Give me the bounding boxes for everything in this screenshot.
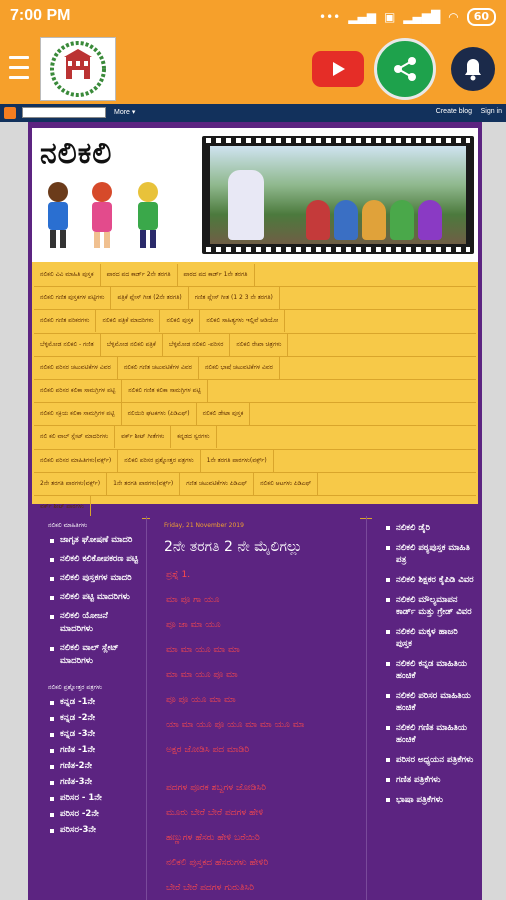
post-line: ನಲಿಕಲಿ ಪುಸ್ತಕದ ಹೆಸರುಗಳು ಹೇಳಿರಿ (166, 858, 269, 868)
post-date: Friday, 21 November 2019 (164, 522, 244, 529)
category-link[interactable]: ನಲಿಕಲಿ ಗಣಿತ ಪರಿಕರಗಳು (34, 310, 96, 332)
teacher-figure (228, 170, 264, 240)
post-line: ಯಾ ಮಾ ಯೂ ಪೂ ಯೂ ಮಾ ಮಾ ಯೂ ಮಾ (166, 720, 305, 730)
category-link[interactable]: ನಲಿ ಕಲಿ ವಾಲ್ ಸ್ಲೇಟ್ ಮಾದರಿಗಳು (34, 426, 115, 448)
signal-icon: ▂▄▆ (348, 10, 376, 24)
notification-button[interactable] (449, 41, 497, 97)
left-sidebar (32, 516, 142, 900)
battery-icon: 60 (467, 8, 496, 26)
header-photo-filmstrip (202, 136, 474, 254)
right-sidebar (372, 516, 476, 900)
category-link[interactable]: ನಲಿಕಲಿ ಸಕ್ರಿಯ ಕಲಿಕಾ ಸಾಮಗ್ರಿಗಳ ಪಟ್ಟಿ (34, 403, 122, 425)
blog-title: ನಲಿಕಲಿ (40, 136, 113, 171)
header-photo (210, 146, 466, 244)
category-nav-panel (32, 262, 478, 510)
page-background-left (0, 122, 28, 900)
post-line: ಮಾ ಮಾ ಯೂ ಪೂ ಮಾ (166, 670, 238, 680)
youtube-button[interactable] (312, 51, 364, 87)
post-line: ಅಕ್ಷರ ಜೋಡಿಸಿ ಪದ ಮಾಡಿರಿ (166, 745, 250, 755)
sidebar-link[interactable]: ಕನ್ನಡ -3ನೇ (50, 728, 142, 741)
post-line: ಪೂ ಪೂ ಯೂ ಮಾ ಮಾ (166, 695, 236, 705)
signal-4g-icon: ▂▄▆█ (403, 10, 441, 24)
category-link[interactable]: ನಲಿಕಲಿ ಪರಿಸರ ಕಲಿಕಾ ಸಾಮಗ್ರಿಗಳ ಪಟ್ಟಿ (34, 380, 122, 402)
blogger-logo-icon[interactable] (4, 107, 16, 119)
sidebar-link[interactable]: ಗಣಿತ-3ನೇ (50, 776, 142, 789)
category-link[interactable]: 1ನೇ ತರಗತಿ ಪಾಠಗಳು(ವರ್ಕ್ಸ್) (107, 473, 180, 495)
wifi-icon: ◠ (448, 10, 459, 24)
sidebar-link[interactable]: ಜಾಗೃತ ಘೋಷಣೆ ಮಾದರಿ (50, 534, 142, 547)
category-link[interactable]: ನಲಿಕಲಿ ರೇಖಾ ಚಿತ್ರಗಳು (230, 334, 288, 356)
more-menu[interactable]: More ▾ (114, 109, 136, 116)
category-link[interactable]: ನಲಿಕಲಿ ಗಣಿತ ಪುಸ್ತಕಗಳ ಪಟ್ಟಿಗಳು (34, 287, 111, 309)
category-link[interactable]: ನಲಿಕಲಿ ಸಾಹಿತ್ಯಗಳು ಇಲ್ಲಿವೆ ಆಡಿಯೋ (200, 310, 285, 332)
category-link[interactable]: ನಲಿಕಲಿ ಪುಸ್ತಕ (160, 310, 200, 332)
status-time: 7:00 PM (10, 7, 71, 24)
category-link[interactable]: ನಲಿಯಿರಿ ಘಟಕಗಳು (ಪಿಡಿಎಫ್) (122, 403, 197, 425)
nav-row (34, 357, 476, 380)
sidebar-list (32, 696, 142, 837)
blogger-navbar (0, 104, 506, 122)
sidebar-link[interactable]: ಗಣಿತ-2ನೇ (50, 760, 142, 773)
sidebar-link[interactable]: ನಲಿಕಲಿ ವಾಲ್ ಸ್ಲೇಟ್ ಮಾದರಿಗಳು (50, 642, 142, 668)
category-link[interactable]: ಬೆಳ್ಳಿಮೋಡ ನಲಿಕಲಿ - ಗಣಿತ (34, 334, 101, 356)
main-post (150, 516, 360, 900)
category-link[interactable]: ನಲಿಕಲಿ ಗಣಿತ ಚಟುವಟಿಕೆಗಳ ವಿವರ (118, 357, 199, 379)
status-icons (319, 8, 496, 26)
blog-header (32, 128, 478, 262)
post-line: ಪ್ರಶ್ನೆ 1. (166, 570, 191, 580)
sidebar-link[interactable]: ಗಣಿತ ಪತ್ರಿಕೆಗಳು (386, 774, 476, 786)
app-bar (0, 34, 506, 104)
share-button[interactable] (374, 38, 436, 100)
category-link[interactable]: ನಲಿಕಲಿ ವಿವಿ ಮಾಹಿತಿ ಪುಸ್ತಕ (34, 264, 101, 286)
post-line: ಮೂರು ಬೇರೆ ಬೇರೆ ಪದಗಳ ಹೇಳಿ (166, 808, 264, 818)
child-figure (306, 200, 330, 240)
sidebar-link[interactable]: ನಲಿಕಲಿ ಪುಸ್ತಕಗಳ ಮಾದರಿ (50, 572, 142, 585)
post-line: ಪದಗಳ ಪೂರಕ ಶಬ್ದಗಳ ಜೋಡಿಸಿರಿ (166, 783, 266, 793)
category-link[interactable]: ಕನ್ನಡದ ಸ್ವರಗಳು (171, 426, 216, 448)
hamburger-icon[interactable] (9, 56, 29, 82)
category-link[interactable]: 2ನೇ ತರಗತಿ ಪಾಠಗಳು(ವರ್ಕ್ಸ್) (34, 473, 107, 495)
sidebar-link[interactable]: ಪರಿಸರ -2ನೇ (50, 808, 142, 821)
film-holes-top (206, 138, 470, 143)
child-figure (334, 200, 358, 240)
kids-illustration (36, 180, 176, 252)
sidebar-link[interactable]: ಪರಿಸರ-3ನೇ (50, 824, 142, 837)
category-link[interactable]: ನಲಿಕಲಿ ಪತ್ರಿಕೆ ಮಾದರಿಗಳು (96, 310, 160, 332)
column-divider (366, 516, 367, 900)
nav-row (34, 310, 476, 333)
sidebar-link[interactable]: ನಲಿಕಲಿ ಶಿಕ್ಷಕರ ಕೈಪಿಡಿ ವಿವರ (386, 574, 476, 586)
youtube-play-icon (329, 60, 347, 78)
category-link[interactable]: ಪಾಠದ ಪದ ಕಾರ್ಡ್ 2ನೇ ತರಗತಿ (101, 264, 178, 286)
nav-row (34, 334, 476, 357)
post-line: ಪೂ ಜಾ ಮಾ ಯೂ (166, 620, 221, 630)
category-link[interactable]: ಗಣಿತ ಚಟುವಟಿಕೆಗಳು ಪಿಡಿಎಫ್ (180, 473, 254, 495)
nav-row (34, 380, 476, 403)
post-line: ಮಾ ಪೂ ಗಾ ಯೂ (166, 595, 220, 605)
nav-row (34, 450, 476, 473)
sidebar-link[interactable]: ನಲಿಕಲಿ ಕಲಿಕೋಪಕರಣ ಪಟ್ಟಿ (50, 553, 142, 566)
sidebar-list (32, 534, 142, 668)
sidebar-link[interactable]: ನಲಿಕಲಿ ಗಣಿತ ಮಾಹಿತಿಯ ಹಂಚಿಕೆ (386, 722, 476, 746)
sidebar-link[interactable]: ನಲಿಕಲಿ ಪರಿಸರ ಮಾಹಿತಿಯ ಹಂಚಿಕೆ (386, 690, 476, 714)
sidebar-link[interactable]: ಗಣಿತ -1ನೇ (50, 744, 142, 757)
category-link[interactable]: ಪಾಠದ ಪದ ಕಾರ್ಡ್ 1ನೇ ತರಗತಿ (178, 264, 255, 286)
sidebar-link[interactable]: ಕನ್ನಡ -1ನೇ (50, 696, 142, 709)
sidebar-list (372, 516, 476, 806)
post-body (150, 569, 360, 894)
share-icon (390, 54, 420, 84)
child-figure (418, 200, 442, 240)
sign-in-link[interactable]: Sign in (480, 108, 502, 115)
sidebar-link[interactable]: ಕನ್ನಡ -2ನೇ (50, 712, 142, 725)
status-bar (0, 0, 506, 34)
app-logo[interactable] (40, 37, 116, 101)
emblem-icon (46, 41, 110, 97)
category-link[interactable]: ನಲಿಕಲಿ ಪರಿಸರ ಚಟುವಟಿಕೆಗಳ ವಿವರ (34, 357, 118, 379)
category-link[interactable]: ನಲಿಕಲಿ ಪರಿಸರ ಮಾಹಿತಿಗಳು(ವರ್ಕ್ಸ್) (34, 450, 118, 472)
child-figure (390, 200, 414, 240)
sidebar-link[interactable]: ನಲಿಕಲಿ ಯೋಜನೆ ಮಾದರಿಗಳು (50, 610, 142, 636)
category-link[interactable]: ನಲಿಕಲಿ ಭಾಷೆ ಚಟುವಟಿಕೆಗಳ ವಿವರ (199, 357, 280, 379)
sidebar-heading: ನಲಿಕಲಿ ಪ್ರಶ್ನೋತ್ತರ ಪತ್ರಗಳು (48, 684, 103, 691)
nav-row (34, 287, 476, 310)
sidebar-heading: ನಲಿಕಲಿ ಮಾಹಿತಿಗಳು (48, 522, 88, 529)
sidebar-link[interactable]: ನಲಿಕಲಿ ಪಟ್ಟಿ ಮಾದರಿಗಳು (50, 591, 142, 604)
category-link[interactable]: ಬೆಳ್ಳಿಮೋಡ ನಲಿಕಲಿ -ಪರಿಸರ (163, 334, 231, 356)
sidebar-link[interactable]: ನಲಿಕಲಿ ಕನ್ನಡ ಮಾಹಿತಿಯ ಹಂಚಿಕೆ (386, 658, 476, 682)
notification-dots-icon: ••• (319, 10, 341, 24)
category-link[interactable]: ನಲಿಕಲಿ ಡೇಟಾ ಪುಸ್ತಕ (197, 403, 251, 425)
child-figure (362, 200, 386, 240)
post-title[interactable]: 2ನೇ ತರಗತಿ 2 ನೇ ಮೈಲಿಗಲ್ಲು (164, 539, 303, 555)
category-link[interactable]: ಪತ್ರಿಕೆ ಪ್ಲೇಸ್ ಗೀತ (2ನೇ ತರಗತಿ) (111, 287, 188, 309)
nav-row (34, 426, 476, 449)
sidebar-link[interactable]: ನಲಿಕಲಿ ಮಕ್ಕಳ ಹಾಜರಿ ಪುಸ್ತಕ (386, 626, 476, 650)
sidebar-link[interactable]: ನಲಿಕಲಿ ಪಠ್ಯಪುಸ್ತಕ ಮಾಹಿತಿ ಪತ್ರ (386, 542, 476, 566)
nav-row (34, 403, 476, 426)
sidebar-link[interactable]: ಪರಿಸರ - 1ನೇ (50, 792, 142, 805)
nav-row (34, 473, 476, 496)
blog-search-input[interactable] (22, 107, 106, 118)
sim-icon: ▣ (383, 10, 396, 24)
post-line: ಮಾ ಮಾ ಯೂ ಮಾ ಮಾ (166, 645, 240, 655)
sidebar-link[interactable]: ಪರಿಸರ ಅಧ್ಯಯನ ಪತ್ರಿಕೆಗಳು (386, 754, 476, 766)
post-line: ಹಣ್ಣುಗಳ ಹೆಸರು ಹೇಳಿ ಬರೆಯಿರಿ (166, 833, 260, 843)
nav-row (34, 264, 476, 287)
page-background-right (482, 122, 506, 900)
category-link[interactable]: ಗಣಿತ ಪ್ಲೇಸ್ ಗೀತ (1 2 3 ನೇ ತರಗತಿ) (189, 287, 280, 309)
bell-icon (449, 45, 497, 93)
category-link[interactable]: 1ನೇ ತರಗತಿ ಪಾಠಗಳು(ವರ್ಕ್ಸ್) (201, 450, 274, 472)
category-link[interactable]: ವರ್ಕ್ ಶೀಟ್ ಗೀತೆಗಳು (115, 426, 171, 448)
category-link[interactable]: ನಲಿಕಲಿ ಗಣಿತ ಕಲಿಕಾ ಸಾಮಗ್ರಿಗಳ ಪಟ್ಟಿ (122, 380, 208, 402)
sidebar-link[interactable]: ಭಾಷಾ ಪತ್ರಿಕೆಗಳು (386, 794, 476, 806)
create-blog-link[interactable]: Create blog (435, 108, 472, 115)
post-line: ಬೇರೆ ಬೇರೆ ಪದಗಳ ಗುರುತಿಸಿರಿ (166, 883, 255, 893)
column-divider (146, 516, 147, 900)
sidebar-link[interactable]: ನಲಿಕಲಿ ಮೌಲ್ಯಮಾಪನ ಕಾರ್ಡ್ ಮತ್ತು ಗ್ರೇಡ್ ವಿವರ (386, 594, 476, 618)
category-link[interactable]: ವರ್ಕ್ ಶೀಟ್ ಪಾಠಗಳು (34, 496, 91, 518)
film-holes-bottom (206, 247, 470, 252)
sidebar-link[interactable]: ನಲಿಕಲಿ ಡೈರಿ (386, 522, 476, 534)
category-link[interactable]: ನಲಿಕಲಿ ಆಟಗಳು ಪಿಡಿಎಫ್ (254, 473, 318, 495)
blog-container (28, 122, 482, 900)
category-link[interactable]: ಬೆಳ್ಳಿಮೋಡ ನಲಿಕಲಿ ಪತ್ರಿಕೆ (101, 334, 163, 356)
category-link[interactable]: ನಲಿಕಲಿ ಪರಿಸರ ಪ್ರಶ್ನೋತ್ತರ ಪತ್ರಗಳು (118, 450, 200, 472)
